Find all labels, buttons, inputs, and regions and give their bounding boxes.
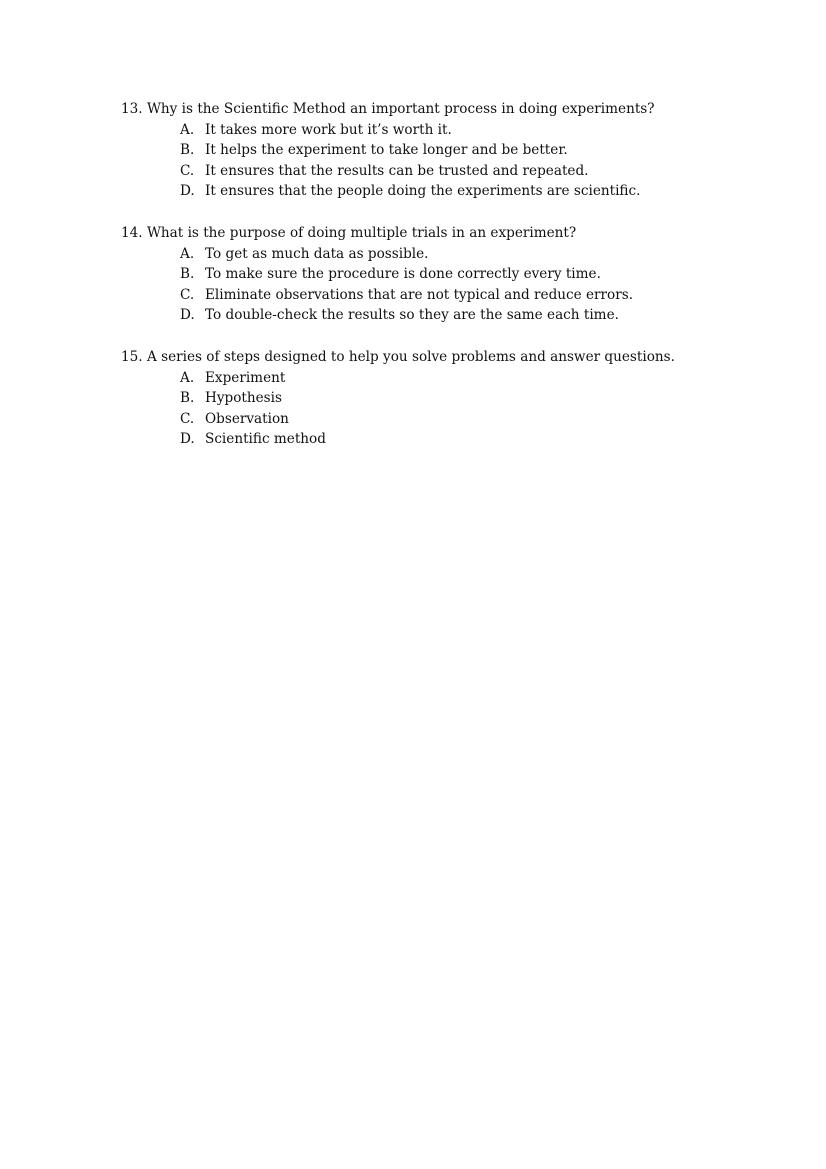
option-text: Observation: [205, 410, 289, 427]
option-letter: C.: [180, 286, 195, 303]
option-text: Scientific method: [205, 431, 326, 448]
question-text: A series of steps designed to help you solve problems and answer questions.: [146, 349, 675, 365]
option-letter: B.: [180, 142, 195, 159]
question-number: 14.: [121, 225, 143, 241]
option-text: It takes more work but it’s worth it.: [205, 121, 452, 138]
question-15: [121, 347, 675, 450]
option-a: [121, 368, 675, 389]
option-text: To get as much data as possible.: [205, 245, 429, 262]
option-text: Hypothesis: [205, 390, 282, 407]
option-d: [121, 429, 675, 450]
option-c: [121, 409, 675, 430]
question-text: Why is the Scientific Method an important process in doing experiments?: [146, 101, 655, 117]
option-letter: A.: [180, 369, 195, 386]
option-a: [121, 120, 655, 141]
option-letter: D.: [180, 307, 195, 324]
option-c: [121, 285, 633, 306]
option-text: Experiment: [205, 369, 286, 386]
option-letter: C.: [180, 162, 195, 179]
option-letter: D.: [180, 431, 195, 448]
option-b: [121, 140, 655, 161]
question-text: What is the purpose of doing multiple trials in an experiment?: [146, 225, 577, 241]
option-d: [121, 305, 633, 326]
option-b: [121, 264, 633, 285]
option-letter: C.: [180, 410, 195, 427]
option-text: To double-check the results so they are the same each time.: [205, 307, 619, 324]
option-letter: D.: [180, 183, 195, 200]
option-text: To make sure the procedure is done correctly every time.: [205, 266, 601, 283]
question-number: 13.: [121, 101, 143, 117]
question-stem: [121, 99, 655, 120]
option-text: It ensures that the people doing the experiments are scientific.: [205, 183, 641, 200]
option-text: It ensures that the results can be trusted and repeated.: [205, 162, 589, 179]
question-stem: [121, 223, 633, 244]
question-stem: [121, 347, 675, 368]
option-d: [121, 181, 655, 202]
option-letter: A.: [180, 121, 195, 138]
question-13: [121, 99, 655, 202]
question-number: 15.: [121, 349, 143, 365]
option-b: [121, 388, 675, 409]
option-letter: A.: [180, 245, 195, 262]
option-a: [121, 244, 633, 265]
option-letter: B.: [180, 266, 195, 283]
option-text: It helps the experiment to take longer and be better.: [205, 142, 568, 159]
question-14: [121, 223, 633, 326]
option-text: Eliminate observations that are not typical and reduce errors.: [205, 286, 634, 303]
option-letter: B.: [180, 390, 195, 407]
option-c: [121, 161, 655, 182]
